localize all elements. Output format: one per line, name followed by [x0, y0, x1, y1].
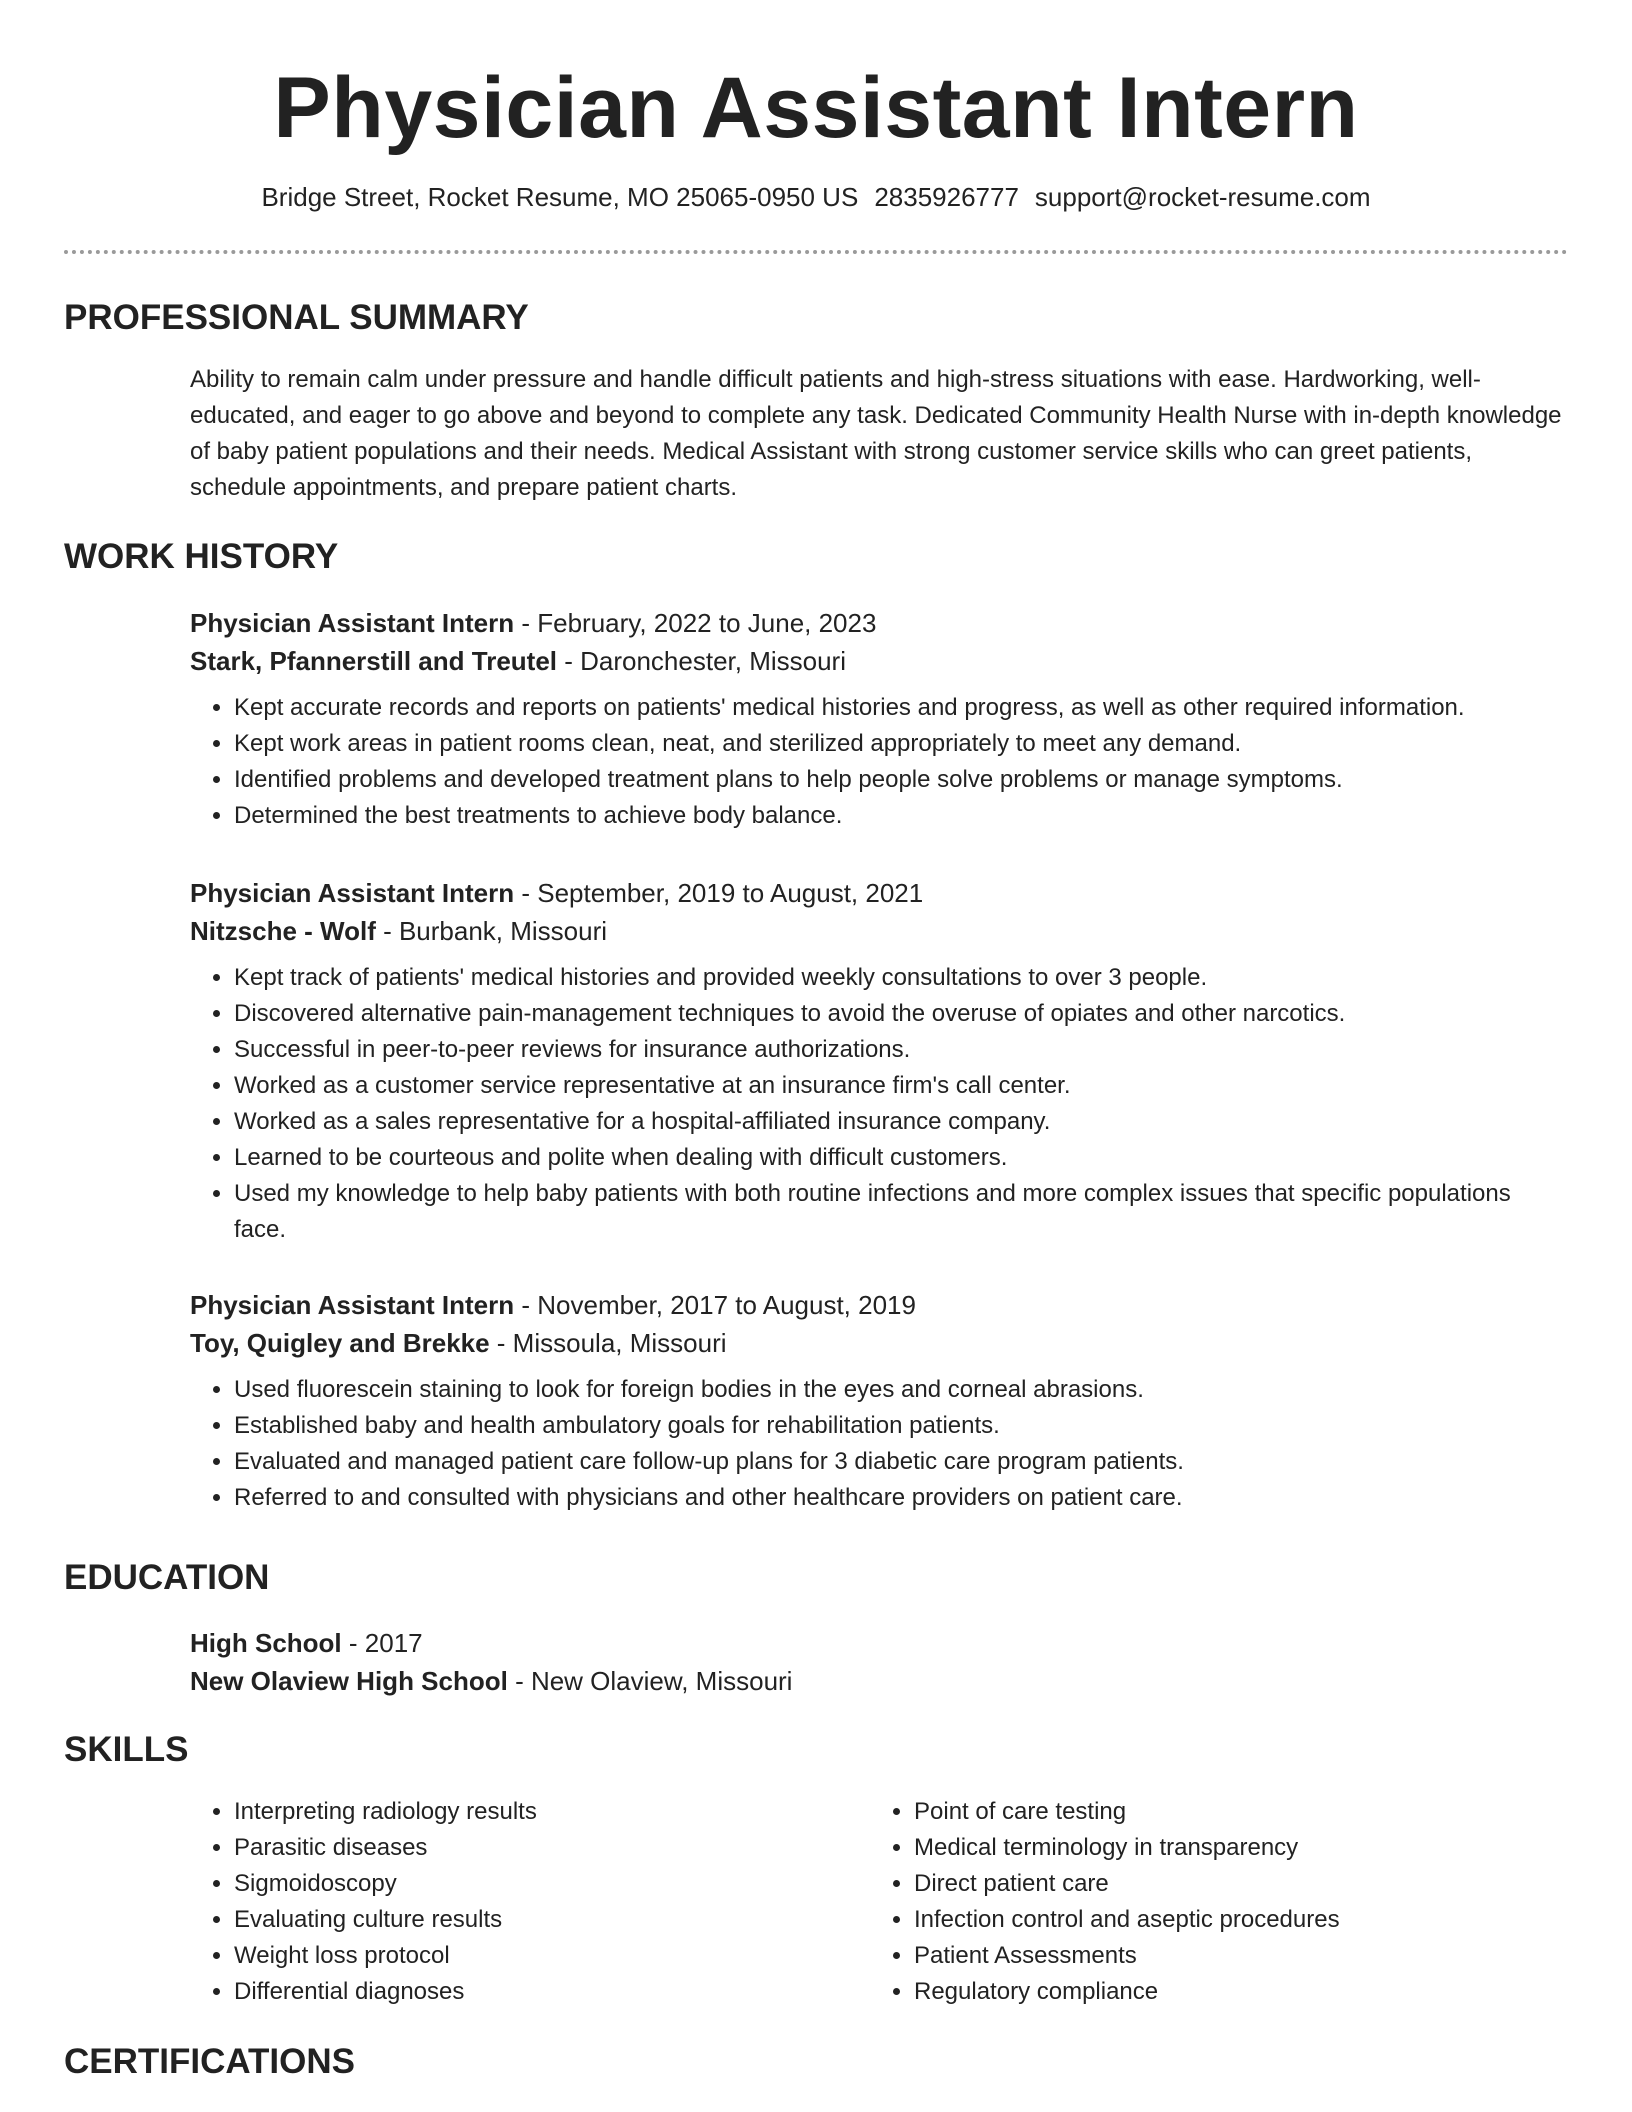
work-history-heading: WORK HISTORY: [64, 537, 339, 576]
skills-column-left: [190, 1794, 850, 2010]
job-title-line: [190, 1286, 1568, 1324]
list-item: • Interpreting radiology results: [234, 1794, 850, 1830]
summary-heading: PROFESSIONAL SUMMARY: [64, 298, 529, 337]
list-item: • Kept track of patients' medical histories and provided weekly consultations to over 3 people.: [234, 960, 1568, 996]
list-item: • Kept work areas in patient rooms clean, neat, and sterilized appropriately to meet any demand.: [234, 726, 1568, 762]
certifications-heading: CERTIFICATIONS: [64, 2042, 356, 2081]
list-item: • Weight loss protocol: [234, 1938, 850, 1974]
job-company: Nitzsche - Wolf: [190, 916, 376, 946]
list-item: • Kept accurate records and reports on patients' medical histories and progress, as well as other required information.: [234, 690, 1568, 726]
job-entry: [190, 604, 1568, 834]
resume-page: [64, 0, 1568, 2081]
list-item: • Sigmoidoscopy: [234, 1866, 850, 1902]
job-bullets: [190, 690, 1568, 834]
contact-line: [64, 180, 1568, 214]
job-company: Toy, Quigley and Brekke: [190, 1328, 490, 1358]
list-item: • Patient Assessments: [914, 1938, 1530, 1974]
job-bullets: [190, 1372, 1568, 1516]
list-item: • Referred to and consulted with physicians and other healthcare providers on patient care.: [234, 1480, 1568, 1516]
list-item: • Evaluating culture results: [234, 1902, 850, 1938]
contact-phone: 2835926777: [874, 182, 1019, 212]
job-bullets: [190, 960, 1568, 1248]
list-item: • Evaluated and managed patient care follow-up plans for 3 diabetic care program patients.: [234, 1444, 1568, 1480]
list-item: • Identified problems and developed treatment plans to help people solve problems or manage symptoms.: [234, 762, 1568, 798]
list-item: • Discovered alternative pain-management techniques to avoid the overuse of opiates and other narcotics.: [234, 996, 1568, 1032]
list-item: • Used fluorescein staining to look for foreign bodies in the eyes and corneal abrasions.: [234, 1372, 1568, 1408]
job-dates: - November, 2017 to August, 2019: [514, 1290, 916, 1320]
job-company-line: [190, 912, 1568, 950]
job-company: Stark, Pfannerstill and Treutel: [190, 646, 557, 676]
job-location: - Missoula, Missouri: [489, 1328, 727, 1358]
contact-address: Bridge Street, Rocket Resume, MO 25065-0950 US: [261, 182, 859, 212]
list-item: • Regulatory compliance: [914, 1974, 1530, 2010]
list-item: • Point of care testing: [914, 1794, 1530, 1830]
education-degree: High School: [190, 1628, 342, 1658]
skills-list-left: [190, 1794, 850, 2010]
education-location: - New Olaview, Missouri: [507, 1666, 793, 1696]
list-item: • Parasitic diseases: [234, 1830, 850, 1866]
education-year: - 2017: [341, 1628, 423, 1658]
job-title-line: [190, 874, 1568, 912]
list-item: • Differential diagnoses: [234, 1974, 850, 2010]
job-dates: - February, 2022 to June, 2023: [514, 608, 877, 638]
job-role: Physician Assistant Intern: [190, 608, 515, 638]
education-degree-line: [190, 1624, 1568, 1662]
job-role: Physician Assistant Intern: [190, 1290, 515, 1320]
job-entry: [190, 1286, 1568, 1516]
list-item: • Medical terminology in transparency: [914, 1830, 1530, 1866]
job-location: - Daronchester, Missouri: [557, 646, 846, 676]
skills-column-right: [870, 1794, 1530, 2010]
list-item: • Successful in peer-to-peer reviews for insurance authorizations.: [234, 1032, 1568, 1068]
candidate-name: Physician Assistant Intern: [273, 60, 1359, 156]
job-dates: - September, 2019 to August, 2021: [514, 878, 924, 908]
education-school: New Olaview High School: [190, 1666, 508, 1696]
header-divider: [64, 250, 1568, 254]
list-item: • Learned to be courteous and polite when dealing with difficult customers.: [234, 1140, 1568, 1176]
education-school-line: [190, 1662, 1568, 1700]
summary-text: Ability to remain calm under pressure and handle difficult patients and high-stress situations with ease. Hardworking, well-educated, and eager to go above and beyond to complete any task. Dedicated Community Health Nurse with in-depth knowledge of baby patient populations and their needs. Medical Assistant with strong customer service skills who can greet patients, schedule appointments, and prepare patient charts.: [190, 366, 1562, 501]
summary-block: [190, 362, 1568, 506]
list-item: • Determined the best treatments to achieve body balance.: [234, 798, 1568, 834]
education-heading: EDUCATION: [64, 1558, 270, 1597]
job-title-line: [190, 604, 1568, 642]
job-company-line: [190, 1324, 1568, 1362]
job-location: - Burbank, Missouri: [375, 916, 608, 946]
list-item: • Worked as a customer service representative at an insurance firm's call center.: [234, 1068, 1568, 1104]
skills-list-right: [870, 1794, 1530, 2010]
list-item: • Infection control and aseptic procedures: [914, 1902, 1530, 1938]
list-item: • Used my knowledge to help baby patients with both routine infections and more complex issues that specific populations face.: [234, 1176, 1568, 1248]
contact-email: support@rocket-resume.com: [1034, 182, 1371, 212]
education-entry: [190, 1624, 1568, 1700]
job-entry: [190, 874, 1568, 1248]
job-role: Physician Assistant Intern: [190, 878, 515, 908]
skills-heading: SKILLS: [64, 1730, 189, 1769]
list-item: • Established baby and health ambulatory goals for rehabilitation patients.: [234, 1408, 1568, 1444]
job-company-line: [190, 642, 1568, 680]
list-item: • Worked as a sales representative for a hospital-affiliated insurance company.: [234, 1104, 1568, 1140]
list-item: • Direct patient care: [914, 1866, 1530, 1902]
